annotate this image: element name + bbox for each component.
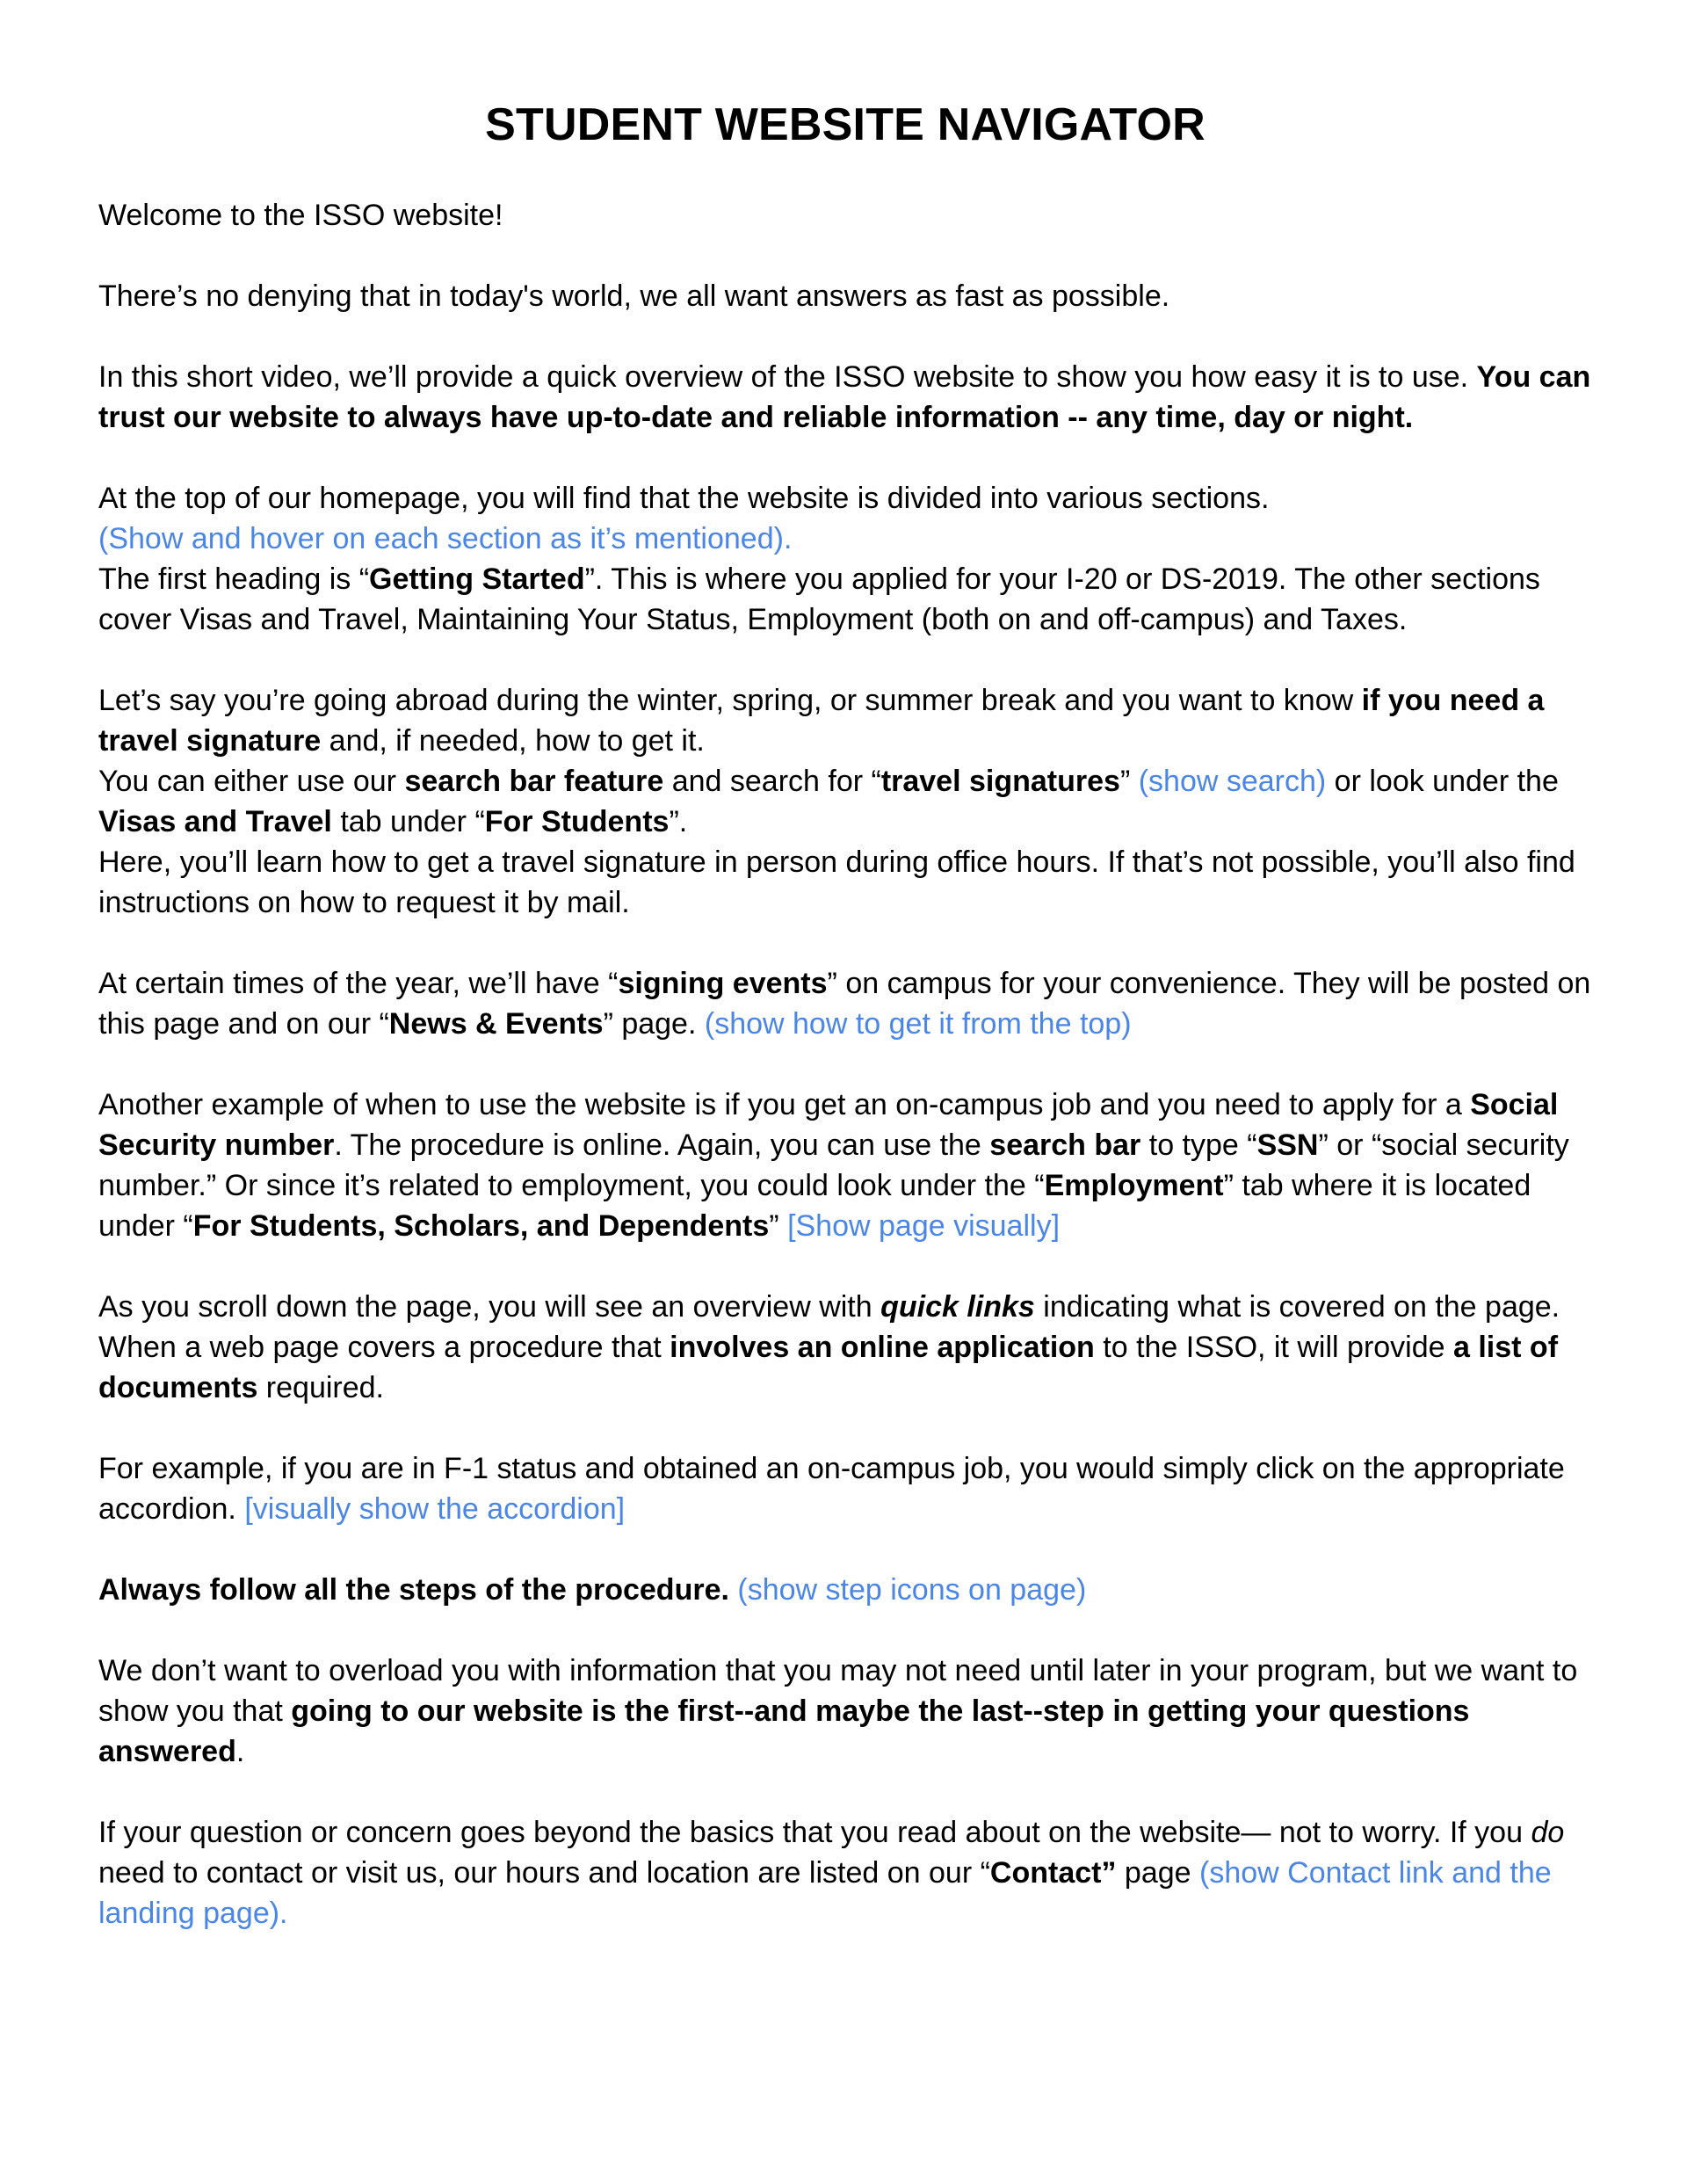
contact-text: If your question or concern goes beyond the basics that you read about on the website— not to worry. If you [98,1816,1531,1849]
quick-links-text: required. [257,1371,384,1404]
production-note: [visually show the accordion] [244,1492,626,1526]
intro-paragraph [98,276,1592,316]
accordion-text: For example, if you are in F-1 status and obtained an on-campus job, you would simply click on the appropriate accordion. [98,1452,1565,1526]
events-emphasis: signing events [618,967,828,1000]
ssn-emphasis: Social Security number [98,1088,1559,1162]
sections-emphasis: Getting Started [369,562,585,596]
travel-emphasis: if you need a travel signature [98,684,1545,758]
ssn-emphasis: For Students, Scholars, and Dependents [192,1209,770,1243]
overview-paragraph [98,357,1592,438]
sections-text: ”. This is where you applied for your I-20 or DS-2019. The other sections cover Visas and Travel, Maintaining Your Status, Employment (both on and off-campus) and Taxes. [98,562,1540,636]
events-text: ” page. [603,1007,705,1041]
overview-emphasis: You can trust our website to always have up-to-date and reliable information -- any time, day or night. [98,360,1591,434]
ssn-text: ” or “social security number.” Or since it’s related to employment, you could look under the “ [98,1128,1569,1202]
travel-text: ”. [669,805,688,838]
first-step-emphasis: going to our website is the first--and maybe the last--step in getting your questions answered [98,1694,1470,1768]
website-first-step-paragraph [98,1651,1592,1772]
ssn-text: Another example of when to use the website is if you get an on-campus job and you need to apply for a [98,1088,1471,1121]
production-note: (show step icons on page) [737,1573,1087,1607]
travel-emphasis: search bar feature [404,765,664,798]
production-note: (show Contact link and the landing page). [98,1856,1552,1930]
production-note: (show search) [1138,765,1327,798]
ssn-emphasis: SSN [1256,1128,1319,1162]
travel-text: or look under the [1326,765,1559,798]
travel-emphasis: For Students [484,805,670,838]
contact-emphasis: do [1531,1816,1565,1849]
contact-text: need to contact or visit us, our hours and location are listed on our “ [98,1856,990,1890]
ssn-emphasis: search bar [989,1128,1141,1162]
travel-text: Here, you’ll learn how to get a travel signature in person during office hours. If that’s not possible, you’ll also find instructions on how to request it by mail. [98,845,1575,919]
accordion-paragraph [98,1448,1592,1529]
travel-text: ” [1119,765,1139,798]
steps-text [729,1573,737,1607]
production-note: (show how to get it from the top) [704,1007,1132,1041]
travel-text: and, if needed, how to get it. [321,724,705,758]
events-emphasis: News & Events [388,1007,604,1041]
contact-text: page [1116,1856,1199,1890]
first-step-text: . [235,1735,245,1768]
page-title: STUDENT WEBSITE NAVIGATOR [485,99,1206,150]
quick-links-emphasis: a list of documents [98,1331,1559,1404]
events-text: At certain times of the year, we’ll have “ [98,967,619,1000]
signing-events-paragraph [98,963,1592,1044]
travel-text: and search for “ [663,765,881,798]
events-text: ” on campus for your convenience. They will be posted on this page and on our “ [98,967,1591,1041]
overview-text: In this short video, we’ll provide a quick overview of the ISSO website to show you how easy it is to use. [98,360,1477,394]
sections-text: At the top of our homepage, you will find that the website is divided into various sections. [98,482,1270,515]
quick-links-text: indicating what is covered on the page. When a web page covers a procedure that [98,1290,1560,1364]
document-page [98,95,1592,1934]
welcome-paragraph [98,195,1592,236]
production-note: (Show and hover on each section as it’s mentioned). [98,522,793,555]
travel-text: Let’s say you’re going abroad during the winter, spring, or summer break and you want to know [98,684,1362,717]
ssn-text: ” [769,1209,788,1243]
quick-links-paragraph [98,1287,1592,1408]
travel-text: You can either use our [98,765,405,798]
steps-paragraph [98,1570,1592,1610]
quick-links-emphasis: quick links [880,1290,1035,1324]
quick-links-text: to the ISSO, it will provide [1094,1331,1453,1364]
sections-text: The first heading is “ [98,562,370,596]
ssn-emphasis: Employment [1044,1169,1224,1202]
ssn-text: ” tab where it is located under “ [98,1169,1531,1243]
contact-paragraph [98,1812,1592,1934]
homepage-sections-paragraph [98,478,1592,640]
ssn-text: to type “ [1140,1128,1257,1162]
steps-emphasis: Always follow all the steps of the procedure. [98,1573,729,1607]
contact-emphasis: Contact” [989,1856,1117,1890]
ssn-text: . The procedure is online. Again, you can use the [334,1128,990,1162]
quick-links-text: As you scroll down the page, you will see an overview with [98,1290,881,1324]
welcome-text: Welcome to the ISSO website! [98,199,503,232]
production-note: [Show page visually] [787,1209,1061,1243]
first-step-text: We don’t want to overload you with information that you may not need until later in your program, but we want to show you that [98,1654,1578,1728]
travel-emphasis: travel signatures [880,765,1120,798]
intro-text: There’s no denying that in today's world, we all want answers as fast as possible. [98,279,1170,313]
ssn-paragraph [98,1085,1592,1246]
quick-links-emphasis: involves an online application [670,1331,1095,1364]
travel-signature-paragraph [98,680,1592,923]
travel-emphasis: Visas and Travel [98,805,332,838]
travel-text: tab under “ [331,805,485,838]
